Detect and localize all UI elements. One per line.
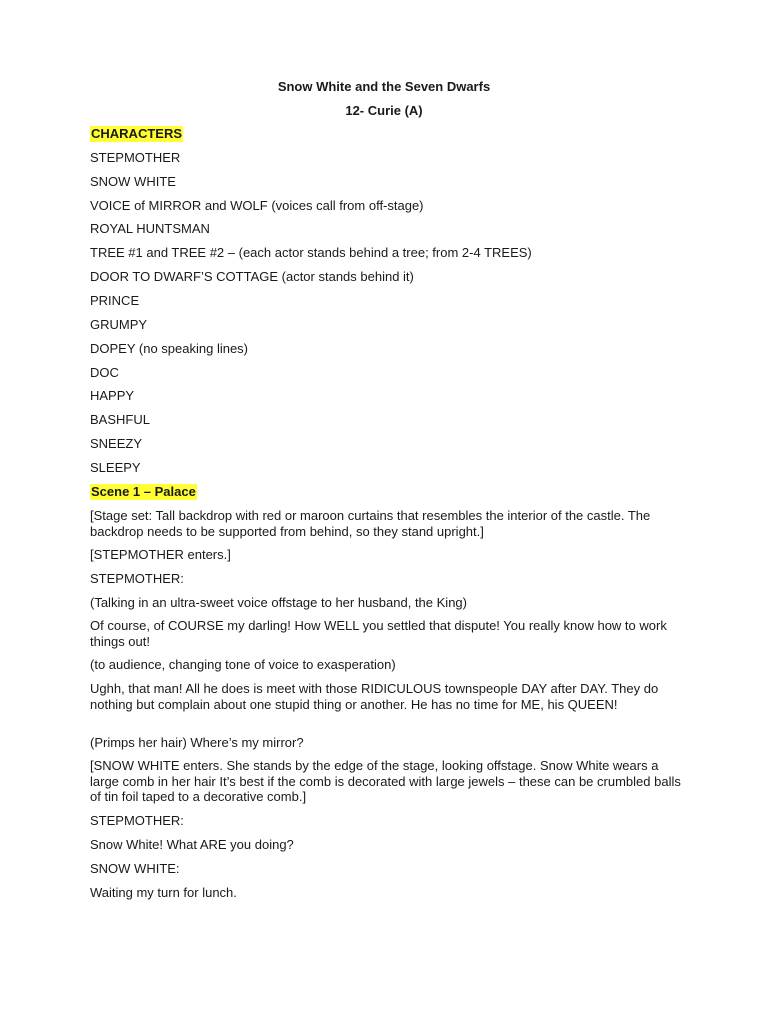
dialogue-line: Snow White! What ARE you doing? <box>90 837 294 852</box>
scene-heading: Scene 1 – Palace <box>91 484 196 499</box>
character-item: ROYAL HUNTSMAN <box>90 221 210 236</box>
dialogue-line: Ughh, that man! All he does is meet with those RIDICULOUS townspeople DAY after DAY. They do nothing but complain about one stupid thing or another. He has no time for ME, his QUEEN! <box>90 681 659 712</box>
speaker-name: STEPMOTHER: <box>90 571 184 586</box>
character-item: GRUMPY <box>90 317 148 332</box>
document-title: Snow White and the Seven Dwarfs <box>277 79 491 94</box>
characters-heading: CHARACTERS <box>91 126 182 141</box>
dialogue-line: (Primps her hair) Where’s my mirror? <box>90 735 304 750</box>
character-item: DOC <box>90 365 119 380</box>
character-item: VOICE of MIRROR and WOLF (voices call from off-stage) <box>90 198 424 213</box>
stage-direction: [SNOW WHITE enters. She stands by the edge of the stage, looking offstage. Snow White wears a large comb in her hair It’s best if the comb is decorated with large jewels – these can be crumbled balls of tin foil taped to a decorative comb.] <box>90 758 681 804</box>
stage-direction: [Stage set: Tall backdrop with red or maroon curtains that resembles the interior of the castle. The backdrop needs to be supported from behind, so they stand upright.] <box>90 508 651 539</box>
speaker-name: STEPMOTHER: <box>90 813 184 828</box>
character-item: HAPPY <box>90 388 135 403</box>
character-item: DOOR TO DWARF’S COTTAGE (actor stands behind it) <box>90 269 414 284</box>
speaker-name: SNOW WHITE: <box>90 861 180 876</box>
character-item: SNOW WHITE <box>90 174 176 189</box>
dialogue-line: Waiting my turn for lunch. <box>90 885 237 900</box>
character-item: PRINCE <box>90 293 140 308</box>
character-item: DOPEY (no speaking lines) <box>90 341 249 356</box>
character-item: TREE #1 and TREE #2 – (each actor stands behind a tree; from 2-4 TREES) <box>90 245 532 260</box>
character-item: BASHFUL <box>90 412 150 427</box>
stage-direction: (Talking in an ultra-sweet voice offstage to her husband, the King) <box>90 595 467 610</box>
character-item: SLEEPY <box>90 460 141 475</box>
document-subtitle: 12- Curie (A) <box>345 103 423 118</box>
dialogue-line: Of course, of COURSE my darling! How WELL you settled that dispute! You really know how to work things out! <box>90 618 667 649</box>
character-item: STEPMOTHER <box>90 150 181 165</box>
stage-direction: (to audience, changing tone of voice to exasperation) <box>90 657 396 672</box>
stage-direction: [STEPMOTHER enters.] <box>90 547 231 562</box>
character-item: SNEEZY <box>90 436 143 451</box>
